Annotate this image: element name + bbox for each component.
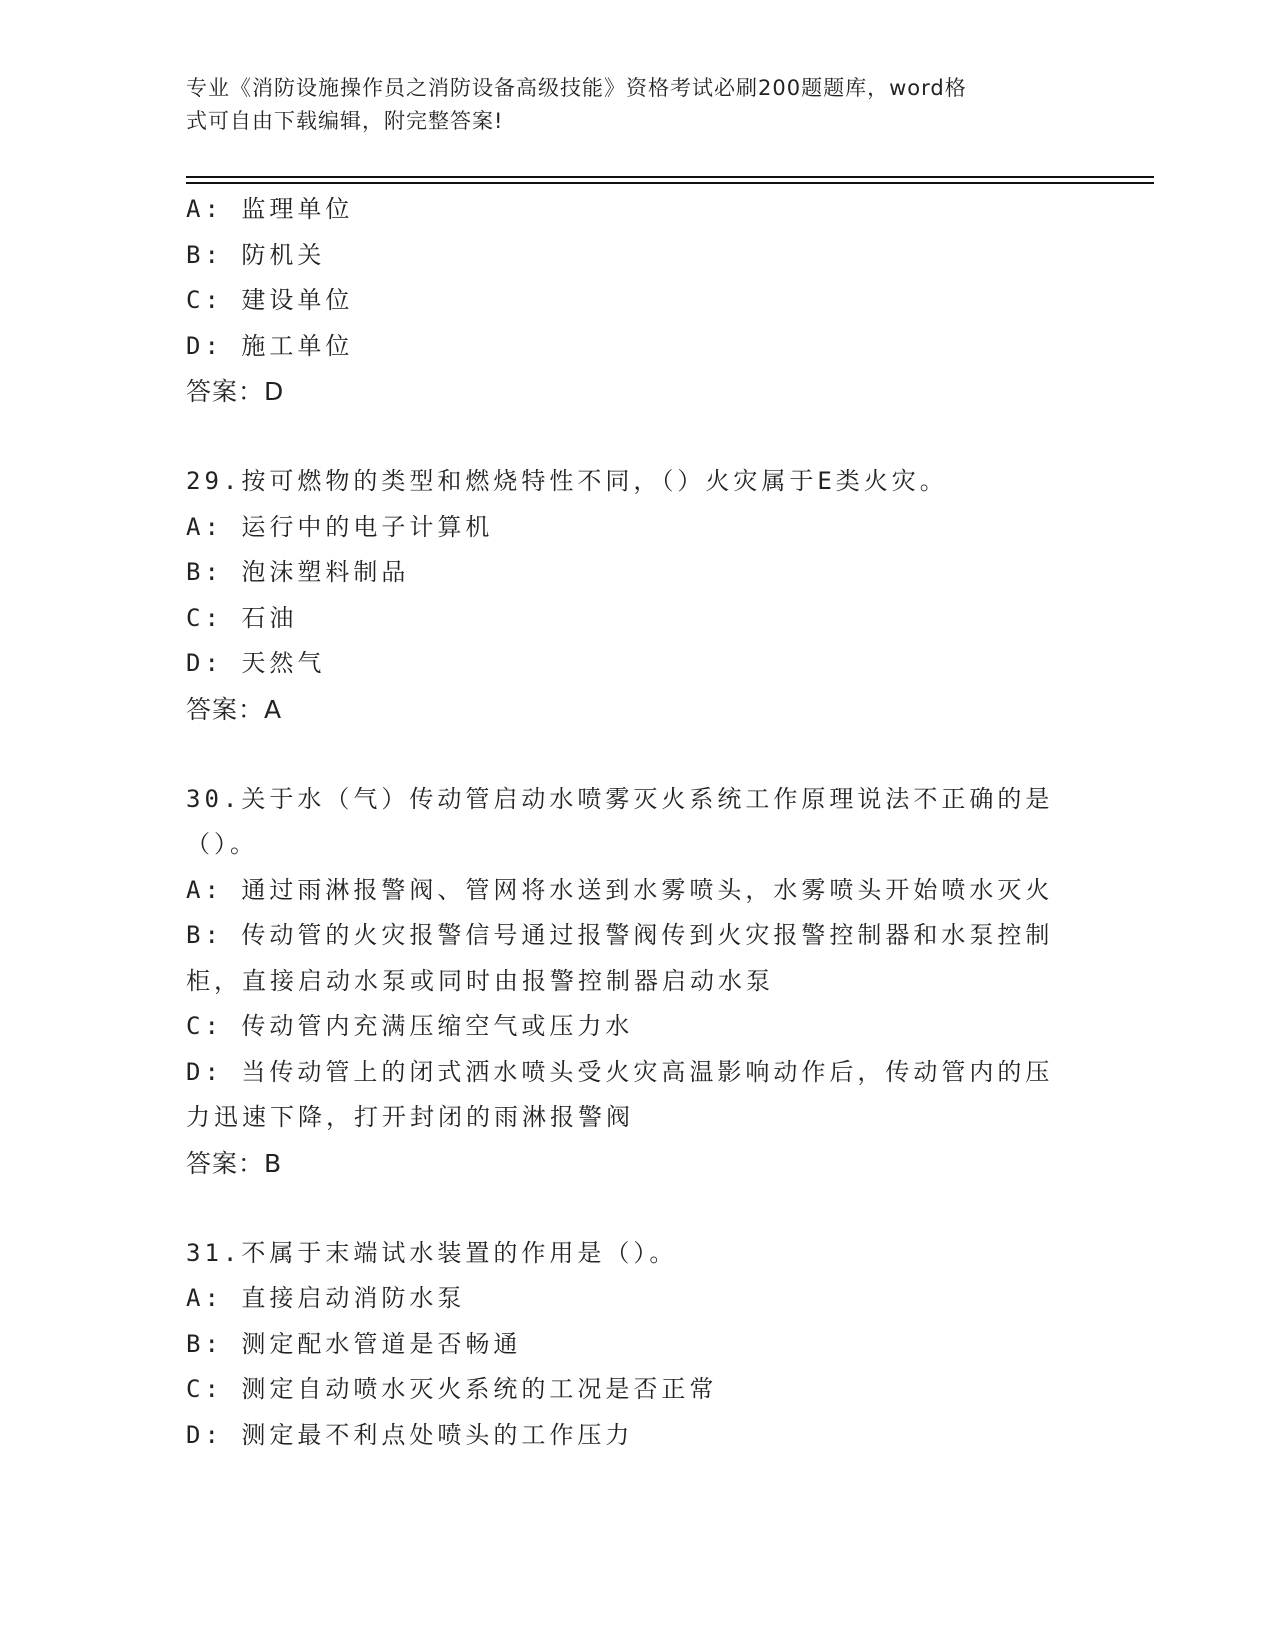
q28-option-a: A: 监理单位	[186, 195, 354, 223]
header-divider-bottom	[186, 182, 1154, 184]
q28-option-b: B: 防机关	[186, 240, 326, 269]
question-spacer	[186, 733, 1066, 777]
q29-answer: 答案：A	[186, 694, 283, 724]
header-title-line-2: 式可自由下载编辑，附完整答案!	[186, 109, 504, 133]
q30-option-a: A: 通过雨淋报警阀、管网将水送到水雾喷头，水雾喷头开始喷水灭火	[186, 875, 1054, 904]
q28-option-d: D: 施工单位	[186, 331, 354, 360]
question-28-block	[186, 187, 1066, 415]
q29-option-c: C: 石油	[186, 603, 298, 632]
q30-option-b-line-1: B: 传动管的火灾报警信号通过报警阀传到火灾报警控制器和水泵控制	[186, 921, 1054, 949]
q31-option-c: C: 测定自动喷水灭火系统的工况是否正常	[186, 1375, 718, 1403]
question-30-block	[186, 777, 1066, 1187]
q29-option-a: A: 运行中的电子计算机	[186, 512, 494, 541]
q30-option-c: C: 传动管内充满压缩空气或压力水	[186, 1012, 634, 1040]
question-spacer	[186, 1187, 1066, 1231]
q31-option-b: B: 测定配水管道是否畅通	[186, 1329, 522, 1358]
q28-answer: 答案：D	[186, 377, 285, 406]
q29-option-b: B: 泡沫塑料制品	[186, 558, 410, 586]
q28-option-c: C: 建设单位	[186, 286, 354, 314]
header-title-line-1: 专业《消防设施操作员之消防设备高级技能》资格考试必刷200题题库，word格	[186, 76, 967, 100]
document-header	[186, 72, 1066, 138]
q31-question: 31.不属于末端试水装置的作用是（）。	[186, 1238, 678, 1267]
question-spacer	[186, 415, 1066, 459]
question-31-block	[186, 1231, 1066, 1459]
question-list	[186, 187, 1066, 1458]
q30-question-line-1: 30.关于水（气）传动管启动水喷雾灭火系统工作原理说法不正确的是	[186, 784, 1054, 813]
q31-option-d: D: 测定最不利点处喷头的工作压力	[186, 1420, 634, 1449]
q30-option-d-line-1: D: 当传动管上的闭式洒水喷头受火灾高温影响动作后，传动管内的压	[186, 1057, 1054, 1086]
question-29-block	[186, 459, 1066, 733]
q30-question-line-2: （）。	[186, 830, 258, 858]
q30-option-d-line-2: 力迅速下降，打开封闭的雨淋报警阀	[186, 1103, 634, 1131]
q29-question: 29.按可燃物的类型和燃烧特性不同，（）火灾属于E类火灾。	[186, 467, 948, 495]
header-divider-top	[186, 176, 1154, 178]
q29-option-d: D: 天然气	[186, 649, 326, 677]
q30-option-b-line-2: 柜，直接启动水泵或同时由报警控制器启动水泵	[186, 966, 774, 995]
q30-answer: 答案：B	[186, 1148, 283, 1178]
q31-option-a: A: 直接启动消防水泵	[186, 1284, 466, 1312]
